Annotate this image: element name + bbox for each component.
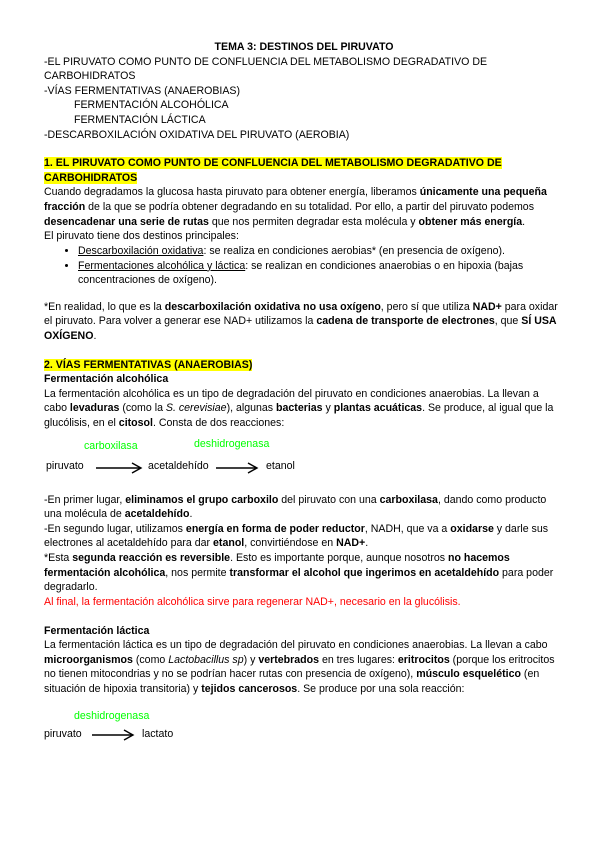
paragraph: -En segundo lugar, utilizamos energía en forma de poder reductor, NADH, que va a oxidarse y darle sus electrones al acetaldehído para dar etanol, convirtiéndose en NAD+. [44, 522, 549, 550]
document-page [44, 40, 564, 755]
enzyme-label: carboxilasa [84, 439, 138, 452]
toc-item: CARBOHIDRATOS [44, 70, 136, 83]
paragraph: La fermentación láctica es un tipo de degradación del piruvato en condiciones anaerobias. La llevan a cabo microorganismos (como Lactobacillus sp) y vertebrados en tres lugares: eritrocitos (porque los eritrocitos no tienen mitocondrias y no se podrían hacer rutas con presencia de oxígeno), músculo esquelético (en situación de hipoxia transitoria) y tejidos cancerosos. Se produce por una sola reacción: [44, 639, 555, 695]
footnote-paragraph: *En realidad, lo que es la descarboxilación oxidativa no usa oxígeno, pero sí que utiliza NAD+ para oxidar el piruvato. Para volver a generar ese NAD+ utilizamos la cadena de transporte de electrones, que SÍ USA OXÍGENO. [44, 300, 558, 342]
reaction-arrow-icon [216, 461, 260, 475]
molecule-label: piruvato [44, 727, 82, 740]
subsection-title: Fermentación alcohólica [44, 373, 169, 386]
bullet-list [44, 244, 564, 288]
reaction-diagram-alcoholic [44, 437, 564, 483]
reaction-diagram-lactic [44, 709, 564, 755]
list-item: • Fermentaciones alcohólica y láctica: se realizan en condiciones anaerobias o en hipoxia (bajas concentraciones de oxígeno). [78, 259, 564, 288]
enzyme-label: deshidrogenasa [74, 709, 150, 722]
molecule-label: acetaldehído [148, 459, 209, 472]
subsection-title: Fermentación láctica [44, 624, 150, 637]
toc-item: -EL PIRUVATO COMO PUNTO DE CONFLUENCIA DEL METABOLISMO DEGRADATIVO DE [44, 55, 488, 68]
list-item: • Descarboxilación oxidativa: se realiza en condiciones aerobias* (en presencia de oxígeno). [78, 244, 564, 259]
table-of-contents [44, 55, 564, 143]
toc-item: -DESCARBOXILACIÓN OXIDATIVA DEL PIRUVATO (AEROBIA) [44, 128, 350, 141]
document-title: TEMA 3: DESTINOS DEL PIRUVATO [214, 41, 394, 53]
toc-subitem: FERMENTACIÓN ALCOHÓLICA [74, 99, 229, 112]
molecule-label: piruvato [46, 459, 84, 472]
toc-item: -VÍAS FERMENTATIVAS (ANAEROBIAS) [44, 84, 241, 97]
reaction-arrow-icon [96, 461, 144, 475]
reaction-arrow-icon [92, 728, 136, 742]
section-1-heading: 1. EL PIRUVATO COMO PUNTO DE CONFLUENCIA DEL METABOLISMO DEGRADATIVO DE CARBOHIDRATOS [44, 157, 502, 184]
molecule-label: lactato [142, 727, 174, 740]
section-2-heading: 2. VÍAS FERMENTATIVAS (ANAEROBIAS) [44, 358, 253, 371]
paragraph: *Esta segunda reacción es reversible. Esto es importante porque, aunque nosotros no hacemos fermentación alcohólica, nos permite transformar el alcohol que ingerimos en acetaldehído para poder degradarlo. [44, 552, 554, 594]
paragraph: La fermentación alcohólica es un tipo de degradación del piruvato en condiciones anaerobias. La llevan a cabo levaduras (como la S. cerevisiae), algunas bacterias y plantas acuáticas. Se produce, al igual que la glucólisis, en el citosol. Consta de dos reacciones: [44, 387, 554, 430]
highlight-note: Al final, la fermentación alcohólica sirve para regenerar NAD+, necesario en la glucólisis. [44, 595, 461, 608]
toc-subitem: FERMENTACIÓN LÁCTICA [74, 114, 206, 127]
paragraph: El piruvato tiene dos destinos principales: [44, 230, 239, 243]
enzyme-label: deshidrogenasa [194, 437, 270, 450]
molecule-label: etanol [266, 459, 295, 472]
paragraph: Cuando degradamos la glucosa hasta piruvato para obtener energía, liberamos únicamente una pequeña fracción de la que se podría obtener degradando en su totalidad. Por ello, a partir del piruvato podemos desencadenar una serie de rutas que nos permiten degradar esta molécula y obtener más energía. [44, 186, 547, 228]
paragraph: -En primer lugar, eliminamos el grupo carboxilo del piruvato con una carboxilasa, dando como producto una molécula de acetaldehído. [44, 493, 547, 521]
